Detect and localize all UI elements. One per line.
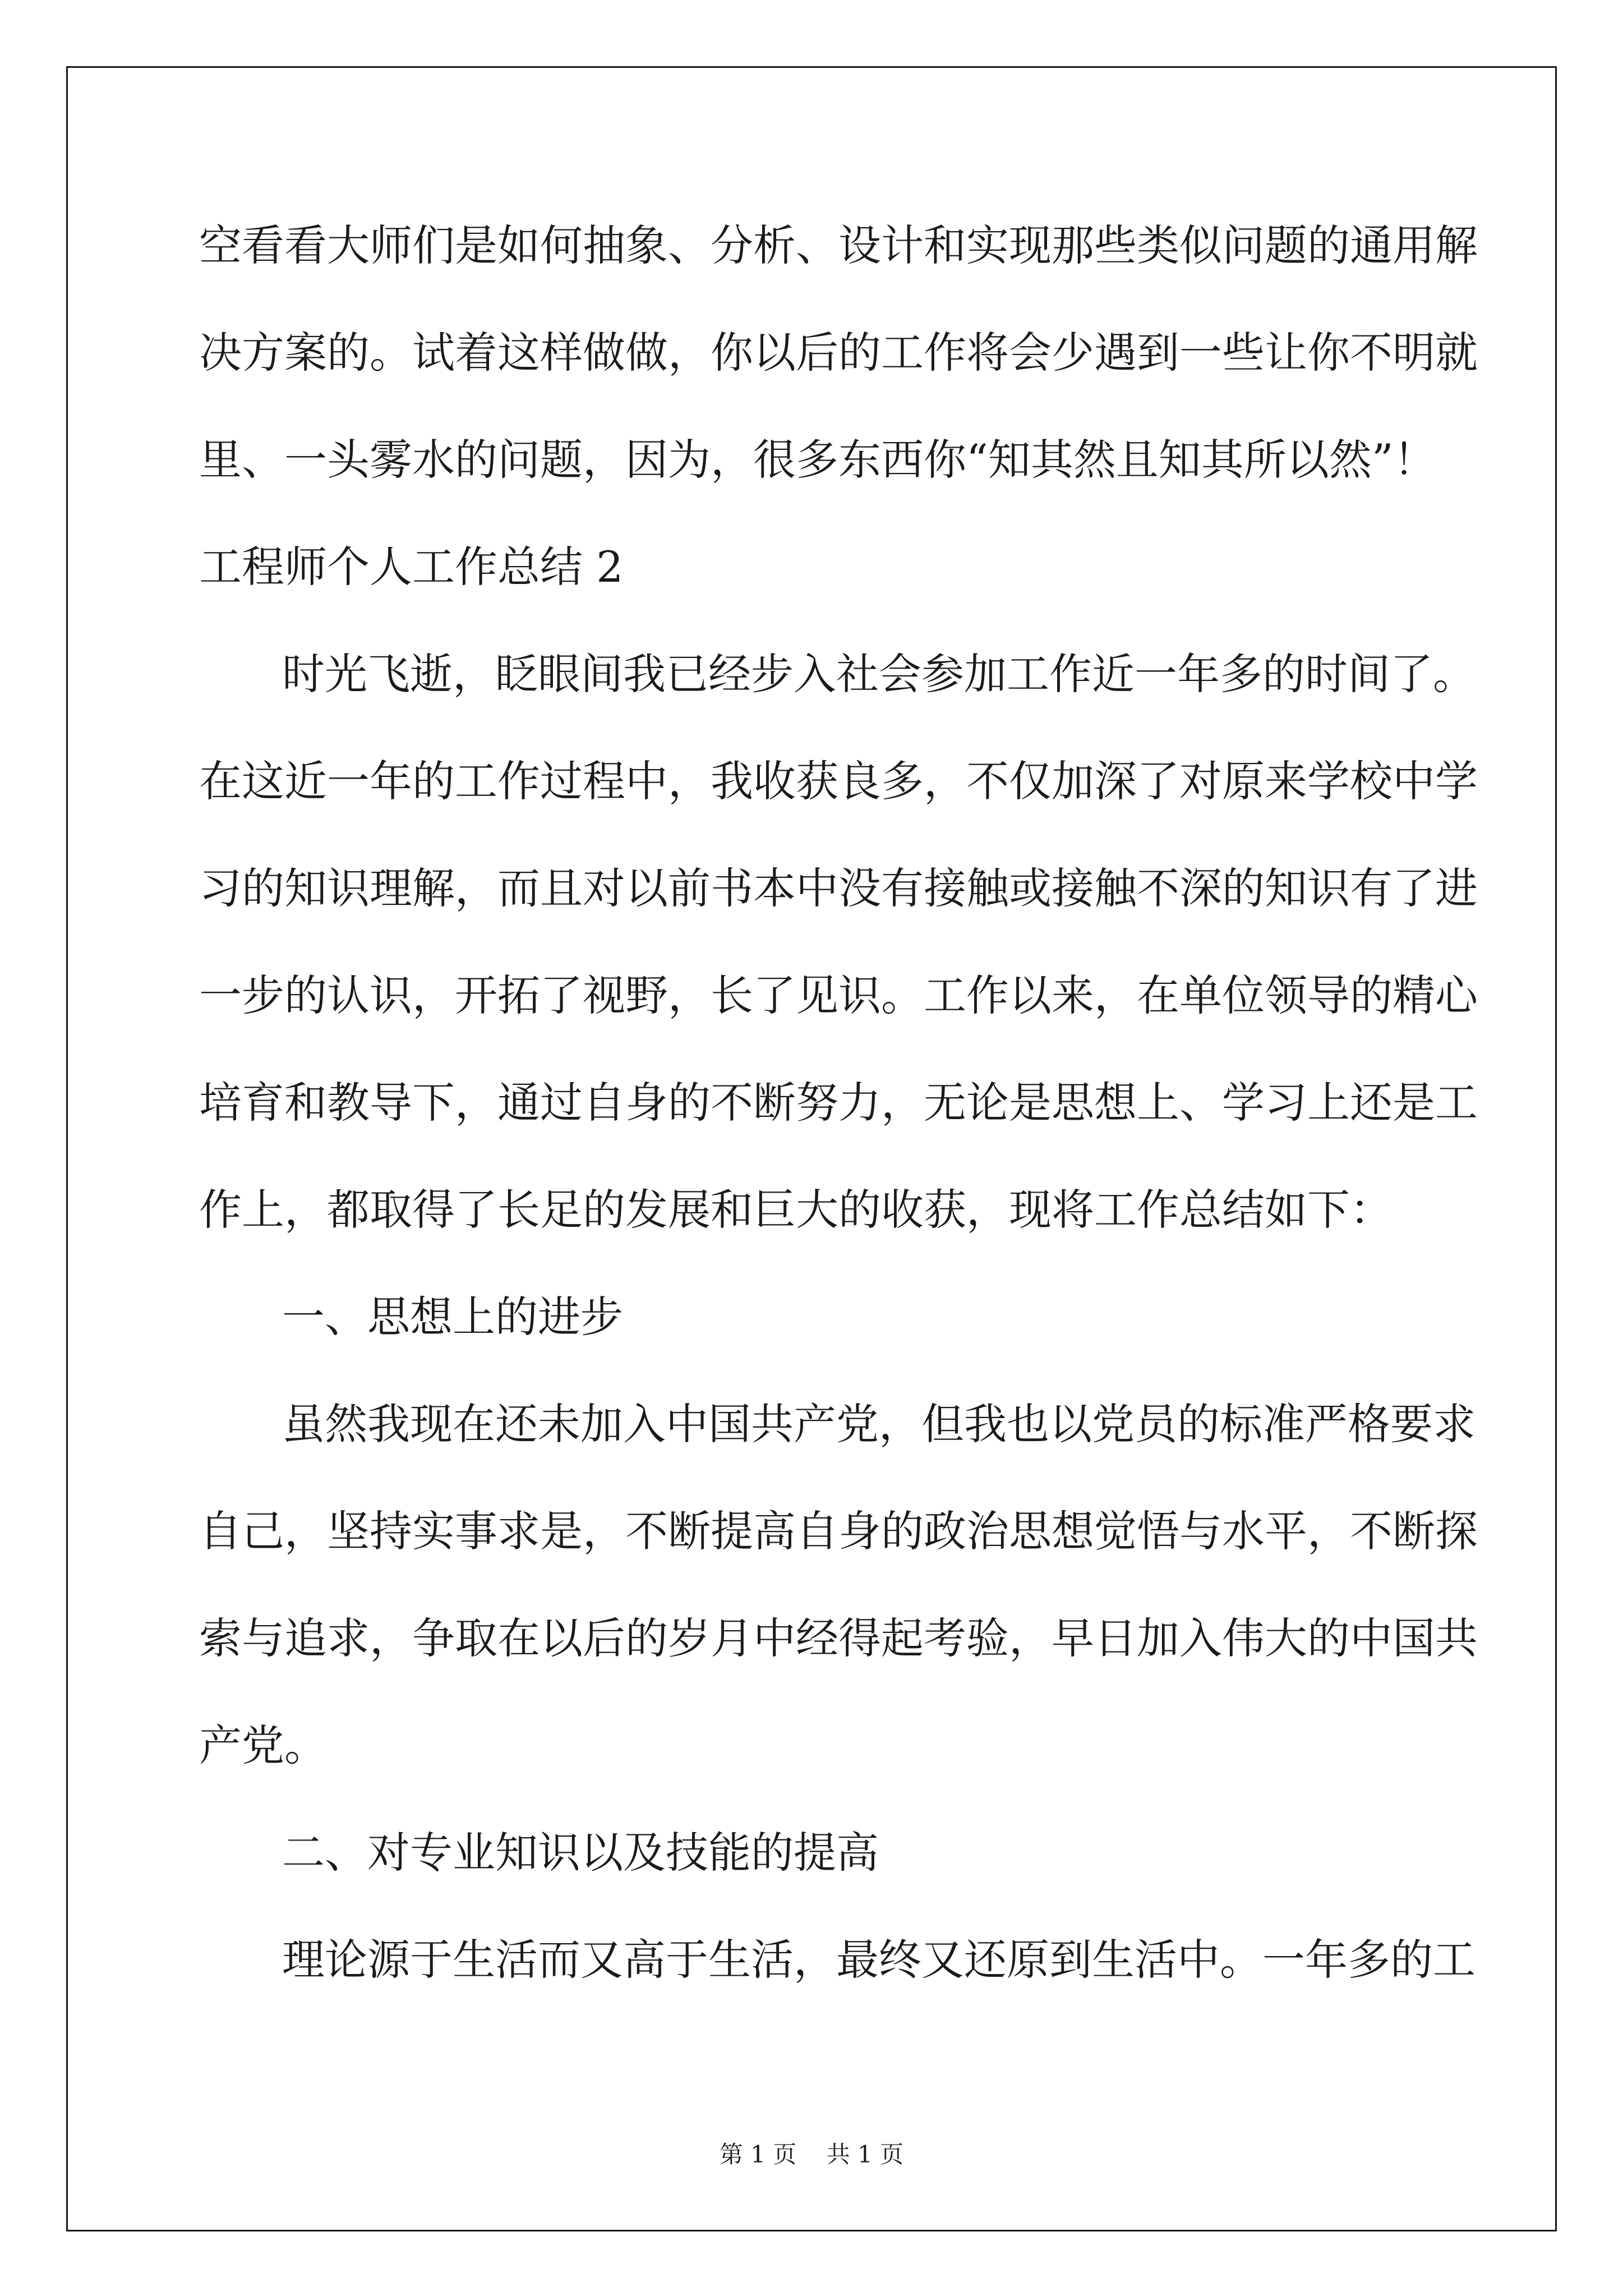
paragraph-line: 时光飞逝，眨眼间我已经步入社会参加工作近一年多的时间了。 bbox=[282, 649, 1476, 699]
paragraph-line: 在这近一年的工作过程中，我收获良多，不仅加深了对原来学校中学 bbox=[199, 756, 1478, 806]
paragraph-line: 习的知识理解，而且对以前书本中没有接触或接触不深的知识有了进 bbox=[199, 863, 1478, 913]
paragraph-line: 产党。 bbox=[199, 1720, 327, 1770]
paragraph-line: 里、一头雾水的问题，因为，很多东西你“知其然且知其所以然”！ bbox=[199, 435, 1436, 485]
page-footer: 第 1 页 共 1 页 bbox=[719, 2141, 904, 2168]
paragraph-line: 虽然我现在还未加入中国共产党，但我也以党员的标准严格要求 bbox=[282, 1399, 1476, 1449]
section-heading: 工程师个人工作总结 2 bbox=[199, 542, 624, 592]
paragraph-line: 一步的认识，开拓了视野，长了见识。工作以来，在单位领导的精心 bbox=[199, 970, 1478, 1020]
paragraph-line: 自己，坚持实事求是，不断提高自身的政治思想觉悟与水平，不断探 bbox=[199, 1506, 1478, 1556]
paragraph-line: 空看看大师们是如何抽象、分析、设计和实现那些类似问题的通用解 bbox=[199, 220, 1478, 270]
paragraph-line: 索与追求，争取在以后的岁月中经得起考验，早日加入伟大的中国共 bbox=[199, 1613, 1478, 1663]
paragraph-line: 决方案的。试着这样做做，你以后的工作将会少遇到一些让你不明就 bbox=[199, 328, 1478, 378]
document-body bbox=[199, 218, 1478, 2039]
subsection-heading: 一、思想上的进步 bbox=[282, 1292, 623, 1342]
paragraph-line: 理论源于生活而又高于生活，最终又还原到生活中。一年多的工 bbox=[282, 1935, 1476, 1985]
subsection-heading: 二、对专业知识以及技能的提高 bbox=[282, 1828, 879, 1878]
paragraph-line: 培育和教导下，通过自身的不断努力，无论是思想上、学习上还是工 bbox=[199, 1078, 1478, 1128]
paragraph-line: 作上，都取得了长足的发展和巨大的收获，现将工作总结如下： bbox=[199, 1185, 1393, 1235]
